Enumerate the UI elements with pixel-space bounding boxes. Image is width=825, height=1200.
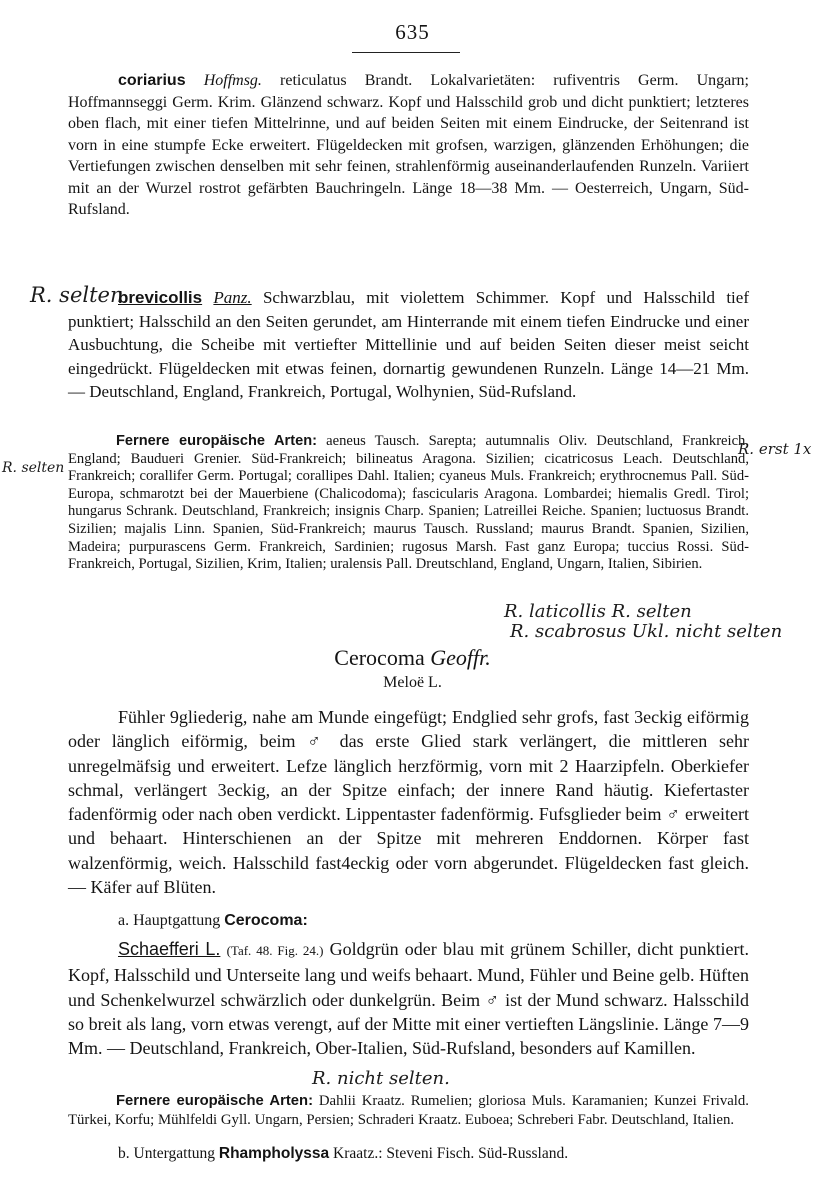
genus-synonym: Meloë L.	[383, 674, 442, 691]
species-name: brevicollis	[118, 288, 203, 307]
species-author: Panz.	[213, 288, 252, 307]
genus-title	[0, 645, 825, 671]
genus-description	[68, 705, 749, 899]
genus-author: Geoffr.	[430, 645, 491, 670]
species-name: coriarius	[118, 72, 186, 89]
subgenus-species: Kraatz.: Steveni Fisch. Süd-Russland.	[329, 1145, 569, 1162]
species-description: Goldgrün oder blau mit grünem Schiller, dicht punktiert. Kopf, Halsschild und Unterseite lang und weifs behaart. Mund, Fühler und Beine gelb. Hüften und Schenkelwurzel schwärzlich oder dunkelgrün. Beim ♂ ist der Mund schwarz. Halsschild so breit als lang, vorn etwas verengt, auf der Mitte mit einer vertieften Längslinie. Länge 7—9 Mm. — Deutschland, Frankreich, Ober-Italien, Süd-Rufsland, besonders auf Kamillen.	[68, 939, 750, 1059]
subgenus-b-heading	[68, 1145, 749, 1163]
coriarius-entry	[68, 70, 749, 221]
handwritten-note-scabrosus: R. scabrosus Ukl. nicht selten	[510, 621, 783, 642]
handwritten-note-brevicollis: R. selten	[30, 283, 124, 307]
handwritten-note-cicatricosus: R. selten	[2, 460, 65, 476]
species-description: reticulatus Brandt. Lokalvarietäten: rufiventris Germ. Ungarn; Hoffmannseggi Germ. Krim. Glänzend schwarz. Kopf und Halsschild grob und dicht punktiert; letzteres oben flach, mit einer tiefen Mittelrinne, und auf beiden Seiten mit einem Eindrucke, der Seitenrand ist vorn in eine stumpfe Ecke erweitert. Flügeldecken mit grofsen, warzigen, glänzenden Erhöhungen; die Vertiefungen zwischen denselben mit sehr feinen, strahlenförmig auseinanderlaufenden Runzeln. Variiert mit an der Wurzel rostrot gefärbten Bauchringeln. Länge 18—38 Mm. — Oesterreich, Ungarn, Süd-Rufsland.	[68, 72, 750, 218]
species-author: Hoffmsg.	[203, 72, 262, 89]
handwritten-note-autumnalis: R. erst 1x	[738, 440, 812, 458]
handwritten-note-laticollis: R. laticollis R. selten	[504, 601, 692, 622]
schaefferi-entry	[68, 937, 749, 1060]
page-number: 635	[395, 20, 430, 44]
other-species-text: aeneus Tausch. Sarepta; autumnalis Oliv. Deutschland, Frankreich, England; Baudueri Grenier. Süd-Frankreich; bilineatus Aragona. Sizilien; cicatricosus Leach. Deutschland, Frankreich; corallifer Germ. Portugal; corallipes Dahl. Italien; cyaneus Muls. Frankreich; erythrocnemus Pall. Süd-Europa, schmarotzt bei der Mauerbiene (Chalicodoma); fascicularis Aragona. Lombardei; hiemalis Gredl. Tirol; hungarus Schrank. Deutschland, Frankreich; insignis Charp. Spanien; Latreillei Reiche. Spanien; luctuosus Brandt. Sizilien; majalis Linn. Spanien, Süd-Frankreich; maurus Tausch. Russland; maurus Brandt. Spanien, Sizilien, Madeira; purpurascens Germ. Frankreich, Sardinien; rugosus Marsh. Fast ganz Europa; tuccius Rossi. Süd-Frankreich, Portugal, Sizilien, Krim, Italien; uralensis Pall. Dreutschland, England, Ungarn, Italien, Sibirien.	[68, 433, 750, 573]
genus-name: Cerocoma	[334, 645, 425, 670]
subgenus-prefix: a. Hauptgattung	[118, 912, 225, 929]
subgenus-name: Rhampholyssa	[218, 1145, 330, 1162]
genus-description-text: Fühler 9gliederig, nahe am Munde eingefügt; Endglied sehr grofs, fast 3eckig eiförmig oder länglich eiförmig, beim ♂ das erste Glied stark verlängert, die mittleren sehr unregelmäfsig und erweitert. Lefze länglich herzförmig, vorn mit 2 Haarzipfeln. Oberkiefer schmal, verlängert 3eckig, an der Spitze einfach; der innere Rand häutig. Kiefertaster fadenförmig oder nach oben verdickt. Lippentaster fadenförmig. Fufsglieder beim ♂ erweitert und behaart. Hinterschienen an der Spitze mit mehreren Enddornen. Körper fast walzenförmig, weich. Halsschild fast4eckig oder vorn abgerundet. Flügeldecken fast gleich. — Käfer auf Blüten.	[68, 707, 749, 898]
brevicollis-entry	[68, 286, 749, 404]
other-species-list-2	[68, 1092, 749, 1129]
other-species-label: Fernere europäische Arten:	[116, 433, 317, 449]
figure-reference: (Taf. 48. Fig. 24.)	[226, 943, 324, 958]
species-description: Schwarzblau, mit violettem Schimmer. Kopf und Halsschild tief punktiert; Halsschild an den Seiten gerundet, am Hinterrande mit einem tiefen Eindrucke und einer Ausbuchtung, die Scheibe mit vertiefter Mittellinie und auf beiden Seiten dieser meist seicht eingedrückt. Flügeldecken mit etwas feinen, dornartig gewundenen Runzeln. Länge 14—21 Mm. — Deutschland, England, Frankreich, Portugal, Wolhynien, Süd-Rufsland.	[68, 288, 749, 401]
subgenus-prefix: b. Untergattung	[118, 1145, 219, 1162]
other-species-list-1	[68, 433, 749, 574]
species-name: Schaefferi L.	[118, 939, 221, 959]
subgenus-name: Cerocoma:	[224, 912, 308, 929]
subgenus-a-heading	[68, 912, 749, 930]
other-species-text: Dahlii Kraatz. Rumelien; gloriosa Muls. Karamanien; Kunzei Frivald. Türkei, Korfu; Mühlfeldi Gyll. Ungarn, Persien; Schraderi Kraatz. Euboea; Schreberi Fabr. Deutschland, Italien.	[68, 1093, 749, 1128]
other-species-label: Fernere europäische Arten:	[116, 1093, 314, 1109]
page-number-rule	[352, 52, 460, 53]
handwritten-note-schaefferi: R. nicht selten.	[312, 1068, 450, 1089]
